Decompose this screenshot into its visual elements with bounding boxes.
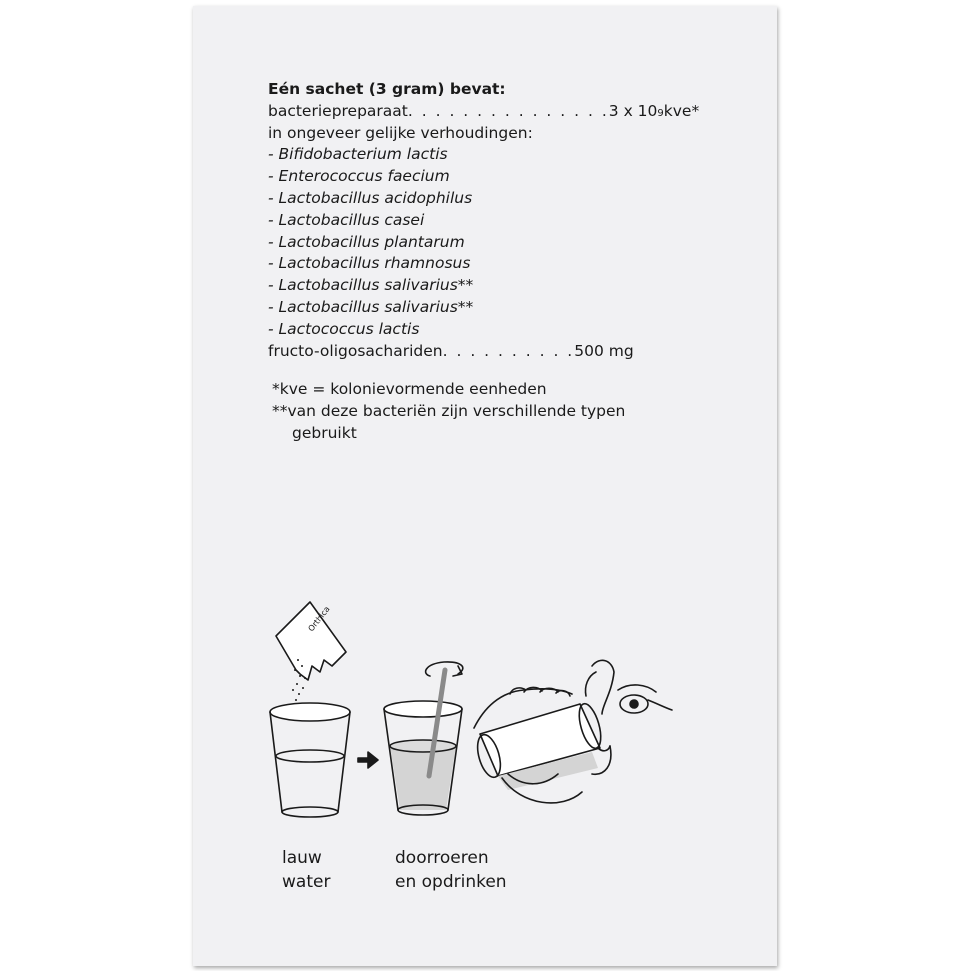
drinking-person-icon: [473, 660, 672, 803]
step1-line1: lauw: [282, 848, 322, 868]
fos-value: 500 mg: [574, 341, 634, 360]
composition-heading: Eén sachet (3 gram) bevat:: [268, 80, 506, 98]
strain-item: - Bifidobacterium lactis: [268, 145, 448, 164]
preparation-unit: kve*: [663, 101, 700, 120]
preparation-row: bacteriepreparaat . . . . . . . . . . . . . . . 3 x 10 9 kve*: [268, 101, 738, 123]
strain-item: - Lactobacillus plantarum: [268, 232, 465, 251]
strain-item: - Lactobacillus salivarius**: [268, 297, 474, 316]
preparation-dots: . . . . . . . . . . . . . . .: [407, 101, 609, 120]
footnote-types-continued: gebruikt: [292, 423, 357, 442]
composition-block: [268, 79, 738, 362]
step2-line2: en opdrinken: [395, 872, 507, 892]
strain-item: - Lactobacillus salivarius**: [268, 276, 474, 295]
footnote-kve: *kve = kolonievormende eenheden: [272, 380, 547, 398]
fos-label: fructo-oligosachariden: [268, 341, 443, 360]
instruction-illustration: [262, 596, 682, 836]
sachet-brand: Orthica: [306, 604, 332, 634]
step1-line2: water: [282, 872, 331, 892]
stirring-glass-icon: [384, 670, 462, 815]
strain-item: - Enterococcus faecium: [268, 167, 450, 186]
sachet-icon: [276, 602, 346, 680]
strain-item: - Lactococcus lactis: [268, 319, 420, 338]
step1-caption: [282, 846, 330, 894]
step2-line1: doorroeren: [395, 848, 489, 868]
fos-row: [268, 341, 738, 363]
arrow-right-icon: [358, 752, 378, 768]
preparation-value: 3 x 10: [608, 101, 658, 120]
preparation-label: bacteriepreparaat: [268, 101, 408, 120]
strain-item: - Lactobacillus casei: [268, 210, 425, 229]
strain-item: - Lactobacillus rhamnosus: [268, 254, 471, 273]
footnote-types: **van deze bacteriën zijn verschillende typen: [272, 401, 626, 420]
ratio-note: in ongeveer gelijke verhoudingen:: [268, 123, 533, 142]
strain-list: [268, 144, 738, 340]
footnotes: [272, 379, 625, 444]
fos-dots: . . . . . . . . . .: [442, 341, 575, 360]
step2-caption: [395, 846, 507, 894]
water-glass-icon: [270, 703, 350, 817]
strain-item: - Lactobacillus acidophilus: [268, 188, 473, 207]
